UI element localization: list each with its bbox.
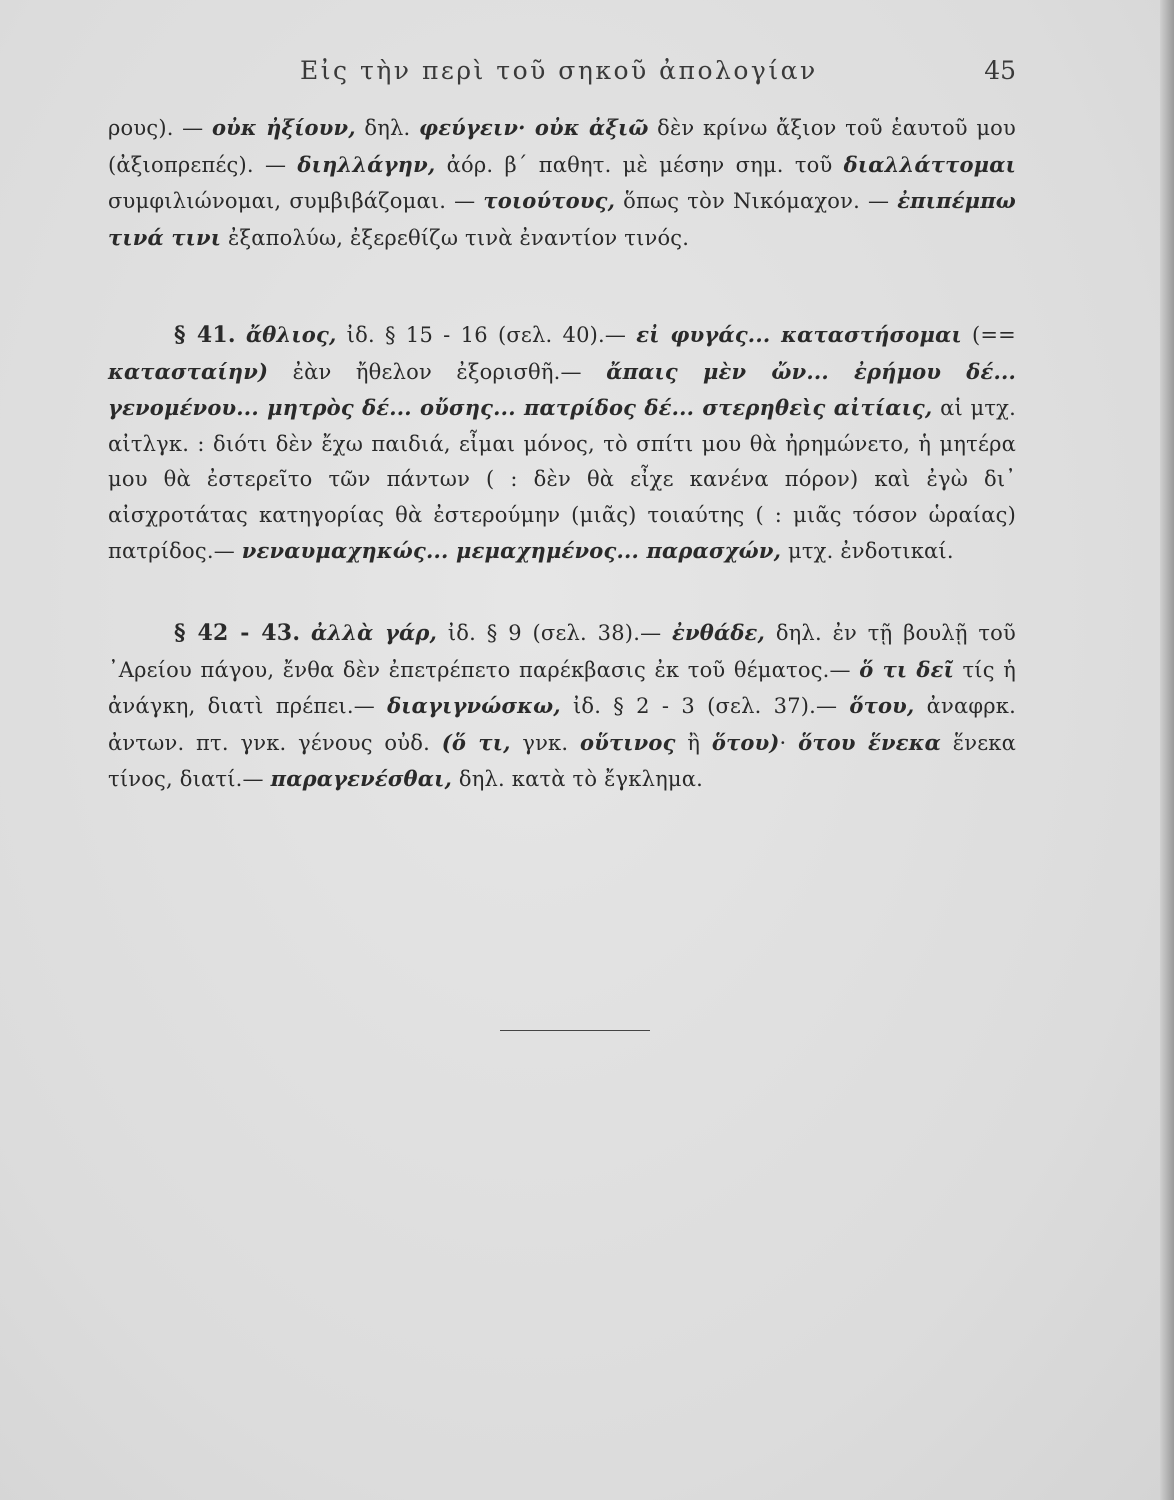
lemma: παραγενέσθαι, bbox=[270, 766, 452, 791]
lemma: διαγιγνώσκω, bbox=[387, 693, 561, 718]
lemma: κατασταίην) bbox=[108, 358, 269, 384]
text-run: (== bbox=[961, 323, 1016, 347]
closing-rule-divider bbox=[500, 1030, 650, 1031]
page-edge-shadow bbox=[1160, 0, 1174, 1500]
text-run: συμφιλιώνομαι, συμβιβάζομαι. — bbox=[108, 189, 484, 213]
running-title: Εἰς τὴν περὶ τοῦ σηκοῦ ἀπολογίαν bbox=[300, 56, 818, 85]
lemma: ὅτου) bbox=[711, 729, 780, 755]
lemma: (ὅ τι, bbox=[441, 729, 511, 755]
text-run: γνκ. bbox=[510, 730, 580, 755]
lemma: εἰ φυγάς... καταστήσομαι bbox=[636, 322, 962, 347]
lemma: φεύγειν· οὐκ ἀξιῶ bbox=[419, 115, 649, 140]
lemma: οὕτινος bbox=[579, 729, 676, 755]
text-run: ἢ bbox=[675, 730, 712, 755]
text-run: ἀόρ. β΄ παθητ. μὲ μέσην σημ. τοῦ bbox=[435, 152, 844, 177]
lemma: ὅτου ἕνεκα bbox=[798, 729, 942, 755]
lemma: οὐκ ἠξίουν, bbox=[211, 115, 356, 140]
running-header bbox=[300, 56, 1016, 92]
lemma: ὅ τι δεῖ bbox=[859, 656, 954, 682]
text-run: ἰδ. § 9 (σελ. 38).— bbox=[437, 621, 673, 645]
commentary-block-1 bbox=[108, 110, 1016, 256]
lemma: ἐνθάδε, bbox=[672, 620, 766, 645]
text-run: ἰδ. § 15 - 16 (σελ. 40).— bbox=[336, 323, 637, 347]
text-run: ἐξαπολύω, ἐξερεθίζω τινὰ ἐναντίον τινός. bbox=[221, 225, 690, 250]
text-run: ρους). — bbox=[108, 116, 212, 140]
commentary-block-2 bbox=[108, 317, 1016, 570]
text-run: μτχ. ἐνδοτικαί. bbox=[781, 539, 954, 563]
lemma: τοιούτους, bbox=[483, 188, 616, 213]
page-number: 45 bbox=[984, 56, 1016, 85]
lemma: νεναυμαχηκώς... μεμαχημένος... παρασχών, bbox=[241, 538, 782, 563]
lemma: διηλλάγην, bbox=[297, 151, 436, 177]
lemma: ἄθλιος, bbox=[245, 322, 337, 347]
lemma: ἀλλὰ γάρ, bbox=[310, 620, 438, 645]
text-run: ἰδ. § 2 - 3 (σελ. 37).— bbox=[560, 694, 850, 718]
text-run: ἐὰν ἤθελον ἐξορισθῆ.— bbox=[268, 359, 607, 384]
paragraph-2 bbox=[108, 317, 1016, 570]
section-number: § 41. bbox=[174, 322, 236, 348]
text-run: δηλ. bbox=[355, 116, 419, 140]
text-run: ὅπως τὸν Νικόμαχον. — bbox=[615, 189, 898, 213]
lemma: ἄπαις μὲν ὤν... ἐρήμου δέ... γενομένου... μητρὸς δέ... οὔσης... πατρίδος δέ... στερηθεὶς αἰτίαις, bbox=[108, 358, 1016, 420]
text-run: ἕνεκα τίνος, διατί.— bbox=[108, 730, 1016, 791]
commentary-block-3 bbox=[108, 615, 1016, 798]
lemma: ἐπιπέμπω τινά τινι bbox=[108, 188, 1016, 250]
text-run: δὲν κρίνω ἄξιον τοῦ ἑαυτοῦ μου (ἀξιοπρεπές). — bbox=[108, 116, 1016, 177]
lemma: διαλλάττομαι bbox=[843, 151, 1016, 177]
paragraph-3 bbox=[108, 615, 1016, 798]
paragraph-1 bbox=[108, 110, 1016, 256]
text-run: δηλ. ἐν τῇ βουλῇ τοῦ ᾿Αρείου πάγου, ἔνθα δὲν ἐπετρέπετο παρέκβασις ἐκ τοῦ θέματος.— bbox=[108, 621, 1016, 682]
text-run: αἱ μτχ. αἰτλγκ. : διότι δὲν ἔχω παιδιά, εἶμαι μόνος, τὸ σπίτι μου θὰ ἠρημώνετο, ἡ μητέρα μου θὰ ἐστερεῖτο τῶν πάντων ( : δὲν θὰ εἶχε κανένα πόρον) καὶ ἐγὼ δι᾿ αἰσχροτάτας κατηγορίας θὰ ἐστερούμην (μιᾶς) τοιαύτης ( : μιᾶς τόσον ὡραίας) πατρίδος.— bbox=[108, 396, 1016, 563]
text-run: · bbox=[779, 730, 799, 755]
text-run: ἀναφρκ. ἀντων. πτ. γνκ. γένους οὐδ. bbox=[108, 694, 1016, 755]
text-run: τίς ἡ ἀνάγκη, διατὶ πρέπει.— bbox=[108, 657, 1016, 718]
lemma: ὅτου, bbox=[849, 693, 915, 718]
section-number: § 42 - 43. bbox=[174, 620, 301, 646]
text-run: δηλ. κατὰ τὸ ἔγκλημα. bbox=[452, 767, 704, 791]
